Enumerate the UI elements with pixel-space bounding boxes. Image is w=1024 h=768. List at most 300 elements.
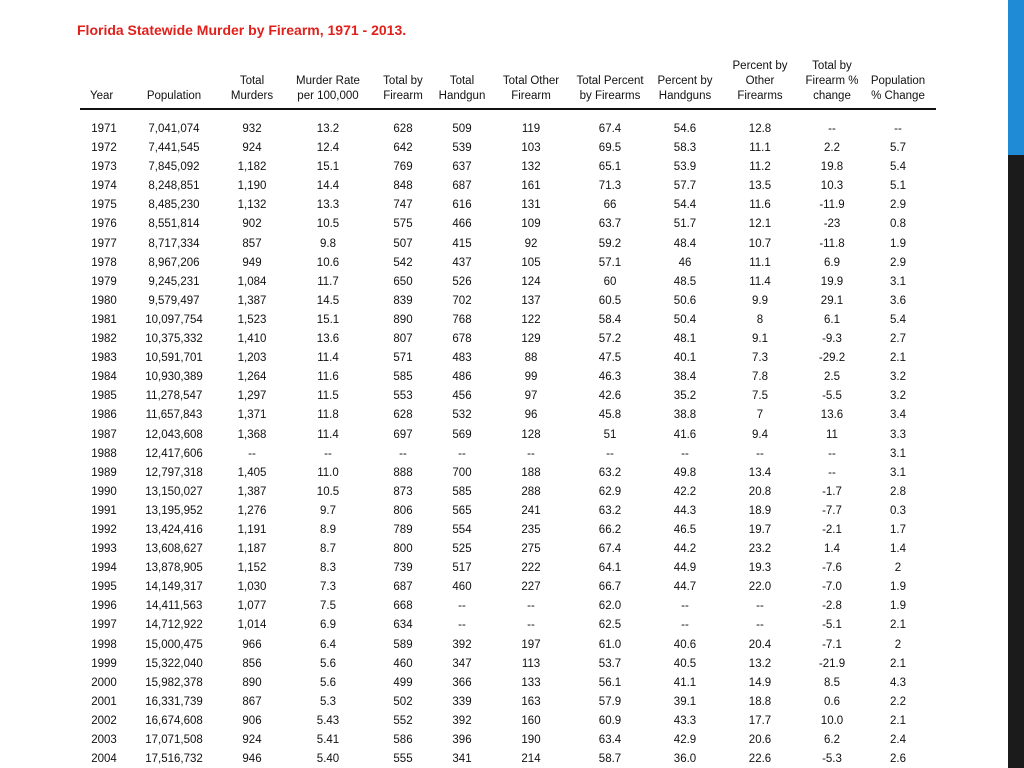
- table-cell: 14.5: [316, 294, 340, 307]
- table-cell: 22.0: [748, 581, 772, 594]
- table-cell: 23.2: [748, 543, 772, 556]
- table-cell: 486: [452, 371, 472, 384]
- data-table: [80, 58, 936, 768]
- table-cell: 227: [521, 581, 541, 594]
- table-cell: 1992: [91, 523, 117, 536]
- table-cell: 222: [521, 562, 541, 575]
- table-cell: --: [756, 447, 764, 460]
- table-row: [80, 426, 936, 445]
- table-cell: 415: [452, 237, 472, 250]
- table-cell: 1,203: [237, 352, 267, 365]
- table-cell: 12,417,606: [145, 447, 203, 460]
- table-cell: 1998: [91, 638, 117, 651]
- table-cell: 62.5: [598, 619, 622, 632]
- table-cell: 5.1: [890, 180, 906, 193]
- table-cell: 8,967,206: [148, 256, 200, 269]
- table-cell: 437: [452, 256, 472, 269]
- table-cell: 3.6: [890, 294, 906, 307]
- table-cell: 347: [452, 657, 472, 670]
- table-cell: 66: [603, 199, 617, 212]
- table-cell: 17,516,732: [145, 753, 203, 766]
- table-cell: 1,084: [237, 275, 267, 288]
- table-cell: 11.5: [317, 390, 339, 403]
- table-cell: 2.2: [824, 142, 840, 155]
- column-header: Population % Change: [870, 75, 926, 102]
- table-row: [80, 311, 936, 330]
- table-cell: 45.8: [598, 409, 622, 422]
- table-cell: 60.9: [598, 714, 622, 727]
- table-cell: 49.8: [673, 466, 697, 479]
- table-cell: 555: [393, 753, 413, 766]
- table-cell: -11.9: [819, 199, 845, 212]
- table-cell: --: [527, 619, 535, 632]
- table-cell: 702: [452, 294, 472, 307]
- table-cell: 39.1: [673, 695, 697, 708]
- table-cell: 4.3: [890, 676, 906, 689]
- table-cell: 14,149,317: [145, 581, 203, 594]
- table-cell: 902: [242, 218, 262, 231]
- table-cell: 9.1: [752, 333, 768, 346]
- table-row: [80, 559, 936, 578]
- table-row: [80, 158, 936, 177]
- table-cell: 678: [452, 333, 472, 346]
- column-header: Total Handgun: [438, 75, 486, 102]
- table-row: [80, 540, 936, 559]
- table-cell: --: [756, 619, 764, 632]
- table-cell: 19.9: [820, 275, 844, 288]
- table-cell: 6.4: [320, 638, 336, 651]
- table-cell: 1986: [91, 409, 117, 422]
- table-cell: 575: [393, 218, 413, 231]
- table-cell: 11: [826, 428, 838, 441]
- table-cell: 1,264: [237, 371, 267, 384]
- table-cell: 8.9: [320, 523, 336, 536]
- table-row: [80, 139, 936, 158]
- table-cell: 2001: [91, 695, 117, 708]
- column-header: Year: [90, 90, 114, 102]
- table-cell: 20.4: [748, 638, 772, 651]
- table-cell: 1,523: [237, 313, 267, 326]
- table-cell: 14.4: [316, 180, 340, 193]
- table-cell: 586: [393, 734, 413, 746]
- table-cell: 50.4: [673, 313, 697, 326]
- table-cell: 11.4: [317, 428, 339, 441]
- table-cell: 132: [521, 161, 541, 174]
- table-cell: 6.9: [824, 256, 840, 269]
- table-cell: 873: [393, 485, 413, 498]
- table-cell: 2003: [91, 734, 117, 746]
- table-cell: 161: [521, 180, 541, 193]
- table-cell: 44.2: [673, 543, 697, 556]
- table-cell: 22.6: [748, 753, 772, 766]
- table-cell: 62.9: [598, 485, 622, 498]
- table-cell: 2.1: [890, 714, 906, 727]
- table-cell: 131: [521, 199, 541, 212]
- table-cell: 188: [521, 466, 541, 479]
- table-cell: 5.41: [316, 734, 340, 746]
- table-cell: 565: [452, 504, 472, 517]
- table-cell: 41.6: [673, 428, 697, 441]
- table-cell: 2004: [91, 753, 117, 766]
- table-cell: 456: [452, 390, 472, 403]
- table-row: [80, 196, 936, 215]
- table-cell: 1977: [91, 237, 117, 250]
- table-cell: 57.1: [598, 256, 622, 269]
- table-cell: 466: [452, 218, 472, 231]
- table-cell: 2.8: [890, 485, 906, 498]
- table-cell: 1995: [91, 581, 117, 594]
- table-cell: 105: [521, 256, 541, 269]
- table-cell: 18.8: [748, 695, 772, 708]
- table-cell: 1997: [91, 619, 117, 632]
- table-cell: --: [828, 447, 836, 460]
- table-cell: 60.5: [598, 294, 622, 307]
- table-cell: 569: [452, 428, 472, 441]
- table-cell: 12,043,608: [145, 428, 203, 441]
- table-cell: 13.4: [748, 466, 772, 479]
- table-cell: 5.6: [320, 657, 336, 670]
- table-cell: 42.6: [598, 390, 622, 403]
- table-cell: 2.1: [890, 352, 906, 365]
- table-row: [80, 368, 936, 387]
- table-cell: 43.3: [673, 714, 697, 727]
- table-cell: 806: [393, 504, 413, 517]
- table-cell: 113: [521, 657, 541, 670]
- table-cell: 517: [452, 562, 472, 575]
- table-cell: 63.4: [598, 734, 622, 746]
- table-cell: 589: [393, 638, 413, 651]
- table-cell: 1988: [91, 447, 117, 460]
- table-cell: 17,071,508: [145, 734, 203, 746]
- table-cell: 1.9: [890, 600, 906, 613]
- table-cell: 366: [452, 676, 472, 689]
- table-cell: 53.9: [673, 161, 697, 174]
- table-cell: 44.3: [673, 504, 697, 517]
- table-cell: 13.2: [316, 123, 340, 135]
- table-cell: 769: [393, 161, 413, 174]
- table-cell: 12.8: [748, 123, 772, 135]
- table-cell: 42.2: [673, 485, 697, 498]
- table-cell: 1,387: [237, 294, 267, 307]
- table-cell: 48.5: [673, 275, 697, 288]
- table-cell: 15,982,378: [145, 676, 203, 689]
- table-row: [80, 292, 936, 311]
- column-header: Total by Firearm: [383, 75, 423, 102]
- table-cell: 133: [521, 676, 541, 689]
- table-cell: 11.6: [317, 371, 339, 384]
- table-cell: --: [527, 600, 535, 613]
- table-cell: 1,190: [237, 180, 267, 193]
- table-cell: 19.8: [820, 161, 844, 174]
- table-cell: 103: [521, 142, 541, 155]
- table-cell: 11,278,547: [145, 390, 203, 403]
- table-cell: 53.7: [598, 657, 622, 670]
- table-row: [80, 235, 936, 254]
- table-cell: 1987: [91, 428, 117, 441]
- table-cell: 11.4: [317, 352, 339, 365]
- table-cell: 13,150,027: [145, 485, 203, 498]
- table-cell: 1,187: [237, 543, 267, 556]
- table-cell: --: [828, 466, 836, 479]
- table-cell: 71.3: [598, 180, 622, 193]
- table-cell: 768: [452, 313, 472, 326]
- table-cell: 1,410: [237, 333, 267, 346]
- table-cell: --: [681, 447, 689, 460]
- table-cell: 5.6: [320, 676, 336, 689]
- table-row: [80, 445, 936, 464]
- table-cell: 66.7: [598, 581, 622, 594]
- table-cell: 1982: [91, 333, 117, 346]
- table-cell: 288: [521, 485, 541, 498]
- table-cell: 542: [393, 256, 413, 269]
- table-cell: 12.4: [316, 142, 340, 155]
- table-cell: -2.1: [822, 523, 842, 536]
- table-cell: 650: [393, 275, 413, 288]
- table-cell: 966: [242, 638, 262, 651]
- column-header: Percent by Other Firearms: [732, 60, 788, 102]
- table-cell: 88: [524, 352, 538, 365]
- table-row: [80, 712, 936, 731]
- table-cell: 0.8: [890, 218, 906, 231]
- table-row: [80, 387, 936, 406]
- table-cell: 1,152: [237, 562, 267, 575]
- table-cell: 924: [242, 142, 262, 155]
- table-cell: 1972: [91, 142, 117, 155]
- table-cell: 2: [894, 562, 902, 575]
- table-cell: 119: [521, 123, 541, 135]
- table-cell: 13.6: [820, 409, 844, 422]
- table-cell: 888: [393, 466, 413, 479]
- table-cell: 7: [756, 409, 764, 422]
- table-cell: 8.3: [320, 562, 336, 575]
- table-cell: 40.5: [673, 657, 697, 670]
- table-row: [80, 273, 936, 292]
- table-cell: 11.7: [317, 275, 339, 288]
- table-cell: 14.9: [748, 676, 772, 689]
- table-cell: -5.5: [822, 390, 842, 403]
- table-cell: 1973: [91, 161, 117, 174]
- table-cell: 1975: [91, 199, 117, 212]
- table-cell: -5.3: [822, 753, 842, 766]
- table-cell: 867: [242, 695, 262, 708]
- table-cell: 13,424,416: [145, 523, 203, 536]
- page-title: Florida Statewide Murder by Firearm, 1971 - 2013.: [77, 22, 407, 38]
- table-cell: 552: [393, 714, 413, 727]
- table-cell: 14,712,922: [145, 619, 203, 632]
- table-cell: 58.4: [598, 313, 622, 326]
- table-cell: 839: [393, 294, 413, 307]
- table-cell: 2.1: [890, 657, 906, 670]
- table-cell: 1990: [91, 485, 117, 498]
- table-cell: 11.0: [317, 466, 339, 479]
- table-row: [80, 674, 936, 693]
- table-cell: 11.4: [749, 275, 771, 288]
- table-cell: 13,878,905: [145, 562, 203, 575]
- table-cell: 10,591,701: [145, 352, 203, 365]
- table-cell: 36.0: [673, 753, 697, 766]
- table-cell: 1979: [91, 275, 117, 288]
- table-cell: --: [756, 600, 764, 613]
- table-cell: 8,717,334: [148, 237, 200, 250]
- table-cell: 2000: [91, 676, 117, 689]
- table-cell: --: [606, 447, 614, 460]
- table-cell: 190: [521, 734, 541, 746]
- table-row: [80, 464, 936, 483]
- table-cell: 64.1: [598, 562, 622, 575]
- column-header: Total Percent by Firearms: [576, 75, 644, 102]
- table-cell: 5.43: [316, 714, 340, 727]
- table-cell: 1,030: [237, 581, 267, 594]
- table-cell: 19.7: [748, 523, 772, 536]
- table-cell: 57.9: [598, 695, 622, 708]
- table-cell: 1971: [91, 123, 117, 135]
- table-cell: 11.1: [749, 142, 771, 155]
- table-row: [80, 254, 936, 273]
- table-cell: 3.2: [890, 371, 906, 384]
- table-cell: 10.3: [820, 180, 844, 193]
- table-cell: 38.8: [673, 409, 697, 422]
- table-cell: 1,191: [237, 523, 267, 536]
- table-cell: 789: [393, 523, 413, 536]
- column-header: Total Murders: [230, 75, 274, 102]
- table-cell: 41.1: [673, 676, 697, 689]
- table-row: [80, 578, 936, 597]
- table-cell: 642: [393, 142, 413, 155]
- table-cell: 92: [524, 237, 538, 250]
- table-cell: 13,195,952: [145, 504, 203, 517]
- table-cell: 15,000,475: [145, 638, 203, 651]
- table-cell: 67.4: [598, 543, 622, 556]
- table-cell: 6.1: [824, 313, 840, 326]
- table-cell: 6.2: [824, 734, 840, 746]
- table-cell: 1,014: [237, 619, 267, 632]
- table-cell: 396: [452, 734, 472, 746]
- table-cell: 571: [393, 352, 413, 365]
- table-cell: 553: [393, 390, 413, 403]
- table-cell: -1.7: [822, 485, 842, 498]
- table-cell: 17.7: [748, 714, 772, 727]
- table-cell: 1984: [91, 371, 117, 384]
- table-cell: 1,077: [237, 600, 267, 613]
- table-cell: 69.5: [598, 142, 622, 155]
- table-cell: 128: [521, 428, 541, 441]
- table-cell: 339: [452, 695, 472, 708]
- table-row: [80, 177, 936, 196]
- table-cell: 637: [452, 161, 472, 174]
- table-cell: 507: [393, 237, 413, 250]
- table-cell: 1993: [91, 543, 117, 556]
- table-cell: 129: [521, 333, 541, 346]
- table-cell: 10,375,332: [145, 333, 203, 346]
- table-cell: 7.8: [752, 371, 768, 384]
- table-cell: 628: [393, 123, 413, 135]
- table-cell: 11,657,843: [145, 409, 203, 422]
- table-cell: 10,930,389: [145, 371, 203, 384]
- table-cell: 1991: [91, 504, 117, 517]
- table-cell: -5.1: [822, 619, 842, 632]
- table-row: [80, 616, 936, 635]
- table-cell: 856: [242, 657, 262, 670]
- table-cell: 13.3: [316, 199, 340, 212]
- table-cell: 932: [242, 123, 262, 135]
- table-cell: -9.3: [822, 333, 842, 346]
- table-cell: 9,245,231: [148, 275, 200, 288]
- table-cell: 1994: [91, 562, 117, 575]
- table-cell: 392: [452, 638, 472, 651]
- table-cell: --: [681, 600, 689, 613]
- table-cell: 58.3: [673, 142, 697, 155]
- table-cell: --: [527, 447, 535, 460]
- table-cell: 7,441,545: [148, 142, 200, 155]
- table-cell: 11.8: [317, 409, 339, 422]
- table-cell: 46.5: [673, 523, 697, 536]
- table-cell: 1.9: [890, 237, 906, 250]
- table-cell: 2.2: [890, 695, 906, 708]
- table-cell: --: [324, 447, 332, 460]
- table-cell: 1.9: [890, 581, 906, 594]
- table-row: [80, 406, 936, 425]
- table-cell: 97: [524, 390, 538, 403]
- table-cell: -11.8: [819, 237, 845, 250]
- table-cell: 15.1: [316, 161, 340, 174]
- table-header: [80, 58, 936, 110]
- column-header: Percent by Handguns: [657, 75, 713, 102]
- table-cell: 8.5: [824, 676, 840, 689]
- table-cell: 949: [242, 256, 262, 269]
- table-cell: 18.9: [748, 504, 772, 517]
- table-cell: 2.9: [890, 199, 906, 212]
- table-row: [80, 349, 936, 368]
- table-cell: -29.2: [818, 352, 846, 365]
- table-row: [80, 597, 936, 616]
- table-cell: 7,845,092: [148, 161, 200, 174]
- table-cell: 160: [521, 714, 541, 727]
- table-cell: 2.9: [890, 256, 906, 269]
- table-cell: 1978: [91, 256, 117, 269]
- table-cell: 483: [452, 352, 472, 365]
- table-row: [80, 731, 936, 750]
- table-cell: 10.7: [748, 237, 772, 250]
- table-cell: -7.1: [822, 638, 842, 651]
- table-cell: 46: [678, 256, 692, 269]
- table-cell: 124: [521, 275, 541, 288]
- table-cell: 1980: [91, 294, 117, 307]
- table-row: [80, 330, 936, 349]
- table-cell: 137: [521, 294, 541, 307]
- table-cell: 44.7: [673, 581, 697, 594]
- table-cell: 616: [452, 199, 472, 212]
- table-cell: 1985: [91, 390, 117, 403]
- table-cell: 54.4: [673, 199, 697, 212]
- table-cell: 739: [393, 562, 413, 575]
- table-cell: 2.5: [824, 371, 840, 384]
- table-cell: 40.1: [673, 352, 697, 365]
- column-header: Total Other Firearm: [502, 75, 560, 102]
- table-cell: 1,132: [237, 199, 267, 212]
- table-cell: --: [248, 447, 256, 460]
- table-cell: 8.7: [320, 543, 336, 556]
- column-header: Murder Rate per 100,000: [296, 75, 360, 102]
- column-header: Total by Firearm % change: [805, 60, 859, 102]
- table-cell: 2.7: [890, 333, 906, 346]
- table-cell: 1.7: [890, 523, 906, 536]
- table-cell: 1989: [91, 466, 117, 479]
- table-cell: -7.6: [822, 562, 842, 575]
- table-cell: 7.5: [752, 390, 768, 403]
- table-cell: 5.7: [890, 142, 906, 155]
- table-cell: 9,579,497: [148, 294, 200, 307]
- table-cell: 13.5: [748, 180, 772, 193]
